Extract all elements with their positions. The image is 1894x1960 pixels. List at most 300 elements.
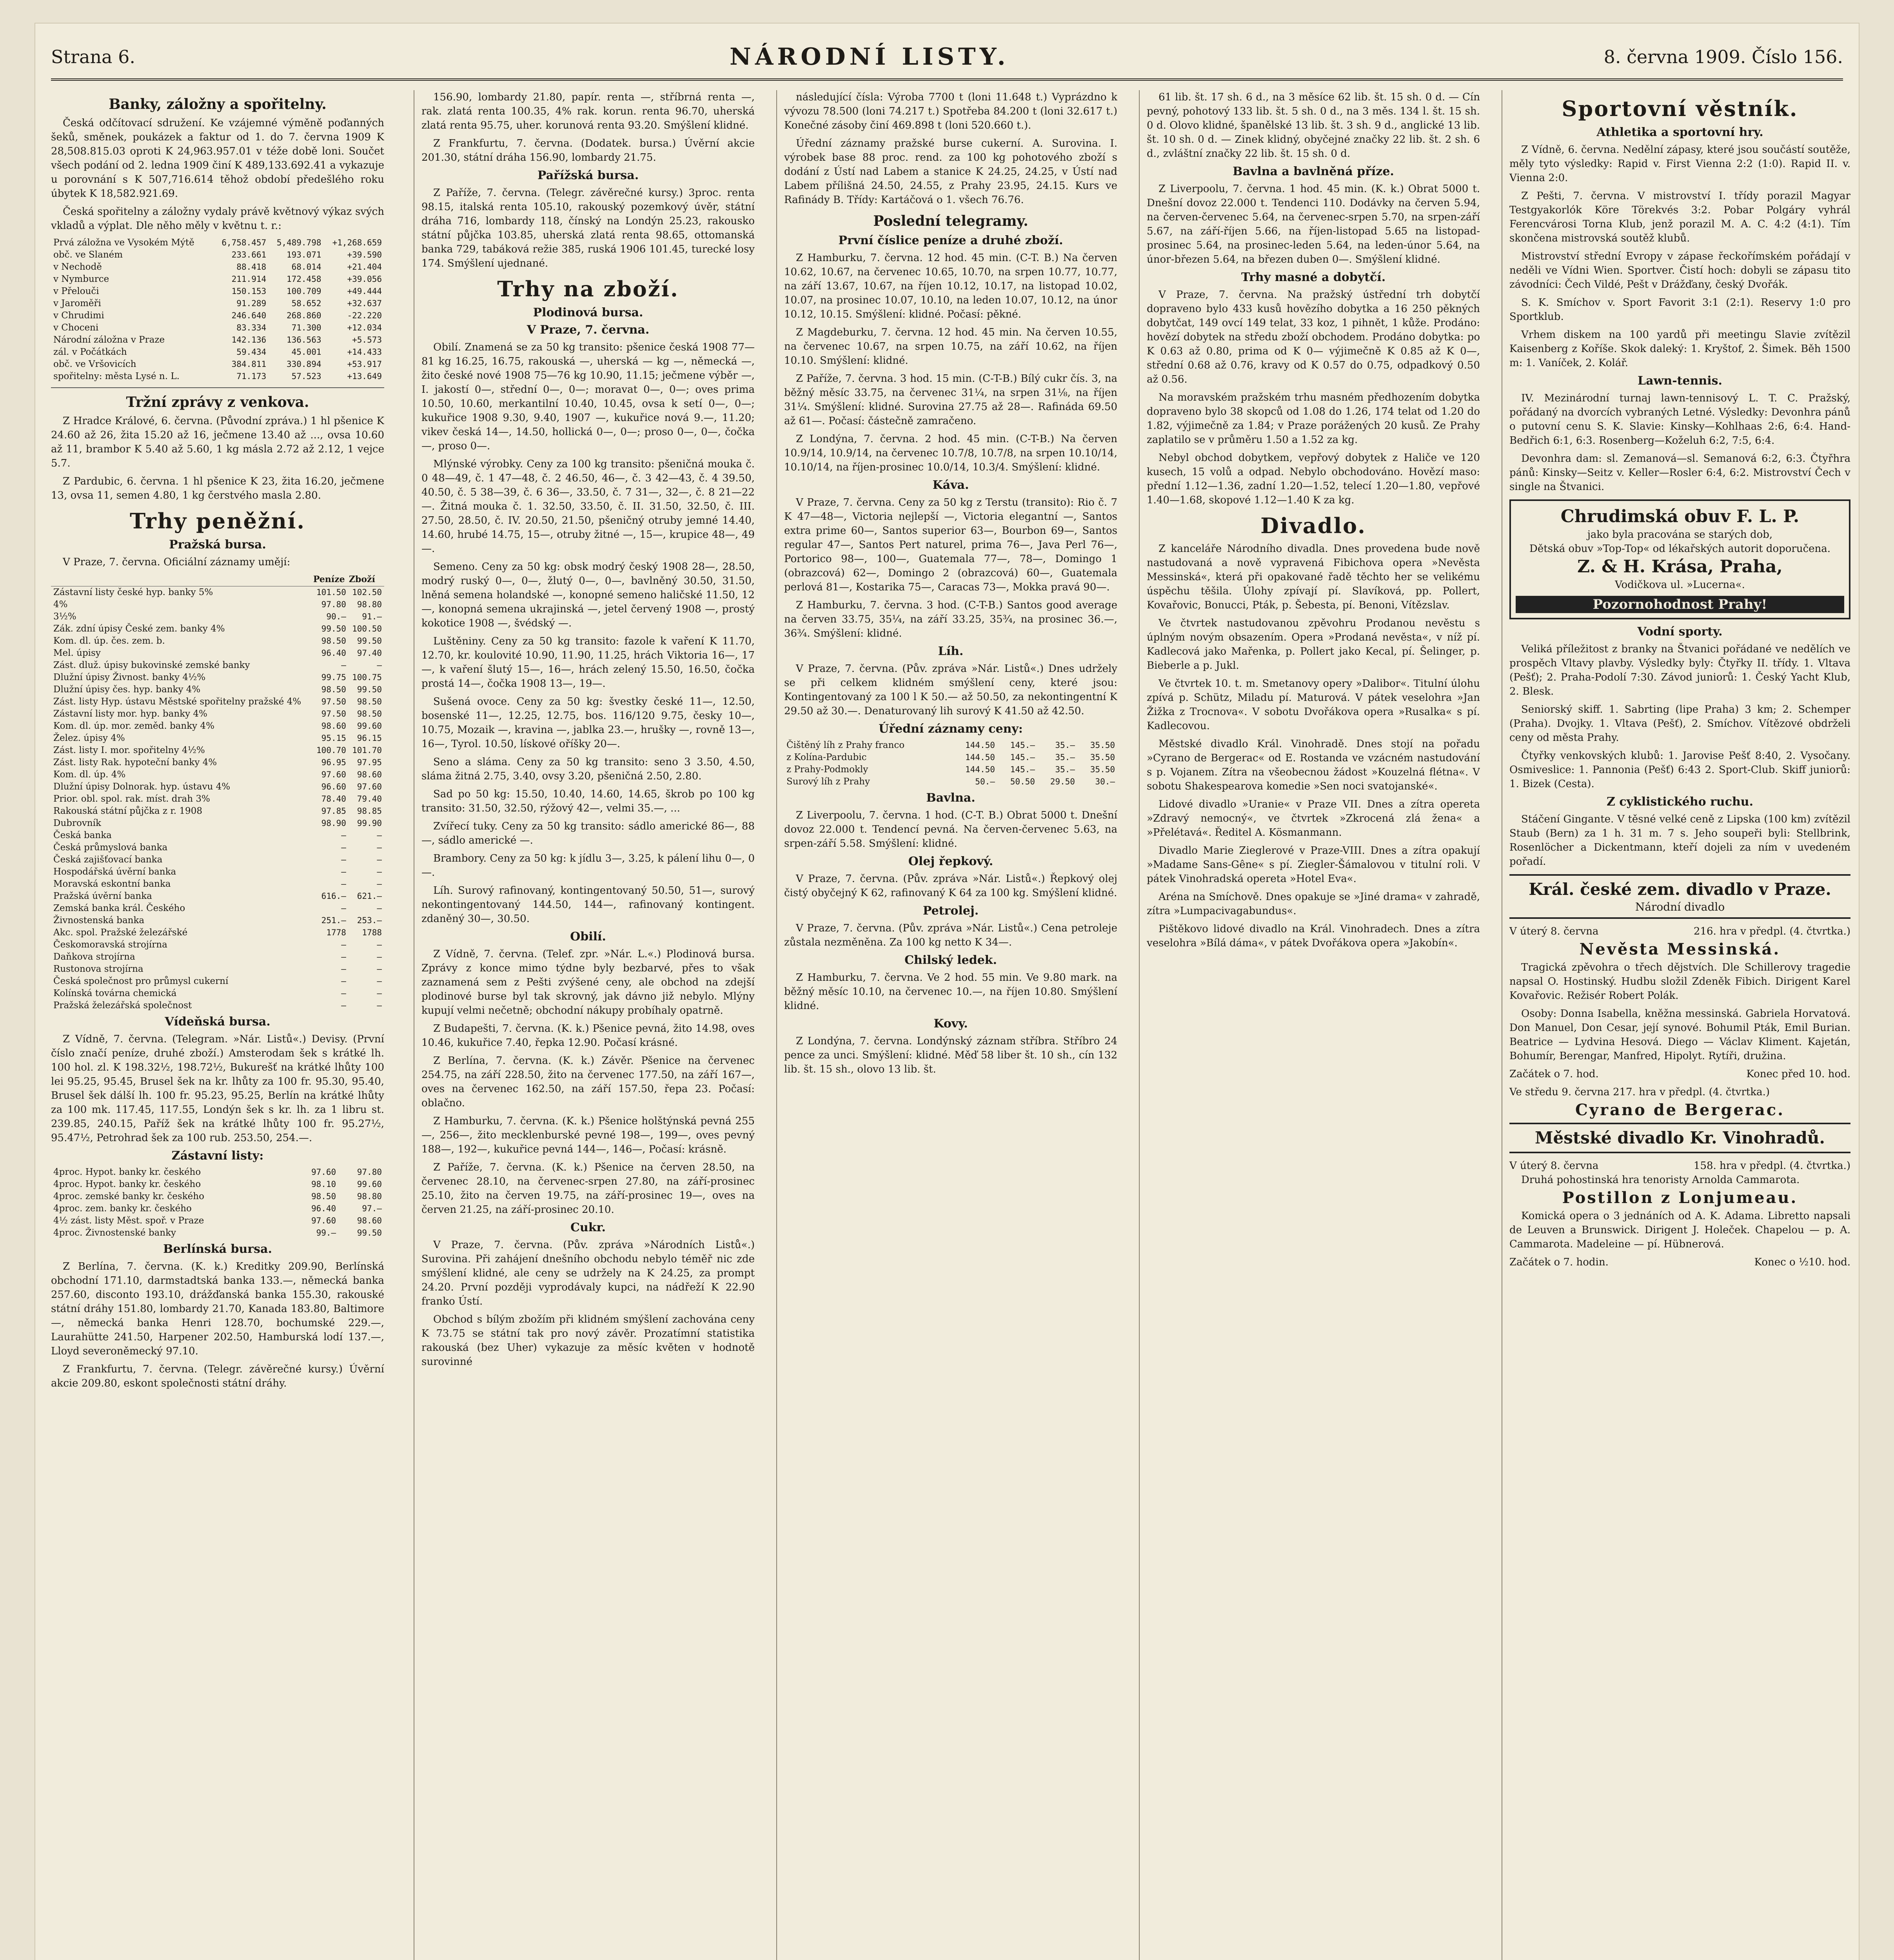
row-value: +32.637 bbox=[347, 299, 382, 308]
row-label: Zást. listy Hyp. ústavu Městské spořitelny pražské 4% bbox=[53, 697, 301, 707]
table-row bbox=[51, 987, 384, 1000]
table-row bbox=[51, 878, 384, 890]
row-label: Zást. listy Rak. hypoteční banky 4% bbox=[53, 757, 217, 768]
prazska-intro: V Praze, 7. června. Oficiální záznamy umějí: bbox=[63, 556, 291, 568]
row-label: Moravská eskontní banka bbox=[53, 879, 171, 889]
table-row bbox=[51, 346, 384, 358]
row-value: — bbox=[341, 952, 346, 962]
row-value: 145.— bbox=[1010, 765, 1035, 774]
subsection-videnska-bursa: Vídeňská bursa. bbox=[165, 1015, 271, 1029]
table-row bbox=[51, 322, 384, 334]
row-value: 1778 bbox=[326, 928, 346, 937]
row-value: 97.— bbox=[362, 1204, 382, 1213]
row-value: 96.15 bbox=[357, 733, 382, 743]
row-label: z Prahy-Podmokly bbox=[786, 764, 868, 775]
play-title: Nevěsta Messinská. bbox=[1579, 940, 1781, 958]
row-label: Zástavní listy mor. hyp. banky 4% bbox=[53, 709, 207, 719]
divadlo-paragraph-7: Aréna na Smíchově. Dnes opakuje se »Jiné drama« v zahradě, zítra »Lumpacivagabundus«. bbox=[1147, 891, 1480, 917]
lusteniny-paragraph: Luštěniny. Ceny za 50 kg transito: fazole k vaření K 11.70, 12.70, kr. koulovité 10.90, 11.90, 11.25, hrách Viktoria 16—, 17—, k vaření šlutý 15—, 16—, hrách zelený 15.50, 16.50, čočka prostá 14—, čočka 1908 13—, 19—. bbox=[421, 635, 755, 690]
row-value: 35.— bbox=[1055, 753, 1075, 762]
row-value: — bbox=[377, 976, 382, 986]
table-row bbox=[784, 751, 1117, 764]
table-row bbox=[51, 599, 384, 611]
row-value: — bbox=[341, 855, 346, 864]
vodni-paragraph-1: Veliká příležitost z branky na Štvanici pořádané ve nedělích ve prospěch Vltavy plavby. Výsledky byly: Čtyřky II. třídy. 1. Vltava (Pešť); 2. Praha-Podolí 7:30. Závod juniorů: 1. Český Yacht Klub, 2. Blesk. bbox=[1509, 643, 1850, 697]
lawn-paragraph-2: Devonhra dam: sl. Zemanová—sl. Semanová 6:2, 6:3. Čtyřhra pánů: Kinsky—Seitz v. Keller—Rosler 6:4, 6:2. Mistrovství Čech v single na Štvanici. bbox=[1509, 453, 1850, 493]
row-value: 97.80 bbox=[357, 1167, 382, 1177]
row-value: 98.50 bbox=[357, 709, 382, 719]
banky-paragraph-1: Česká odčítovací sdružení. Ke vzájemné výměně poďanných šeků, směnek, poukázek a faktur od 1. do 7. června 1909 K 28,508.815.03 oproti K 24,963.957.01 v téže době loni. Součet všech podání od 2. ledna 1909 činí K 489,133.692.41 a vykazuje u porovnání s K 507,716.614 těhož období předešlého roku úbytek K 18,582.921.69. bbox=[51, 117, 384, 200]
row-value: 98.80 bbox=[357, 1192, 382, 1201]
row-value: 99.90 bbox=[357, 818, 382, 828]
row-label: Hospodářská úvěrní banka bbox=[53, 867, 176, 877]
row-value: 99.— bbox=[316, 1228, 336, 1238]
row-value: 253.— bbox=[357, 916, 382, 925]
subsection-trhy-masne: Trhy masné a dobytčí. bbox=[1241, 270, 1386, 284]
row-value: — bbox=[341, 904, 346, 913]
subsection-obili: Obilí. bbox=[570, 930, 606, 944]
row-value: 35.— bbox=[1055, 765, 1075, 774]
plodinova-dateline: V Praze, 7. června. bbox=[527, 323, 650, 337]
column-1 bbox=[51, 90, 384, 1960]
divider bbox=[51, 387, 384, 388]
section-title-trhy-penezni: Trhy peněžní. bbox=[129, 508, 306, 534]
table-row bbox=[51, 927, 384, 939]
row-value: 50.50 bbox=[1010, 777, 1035, 786]
col4-top-paragraph: 61 lib. št. 17 sh. 6 d., na 3 měsíce 62 lib. št. 15 sh. 0 d. — Cín pevný, pohotový 133 lib. št. 5 sh. 0 d., na 3 měs. 134 l. št. 15 sh. 0 d. Olovo klidné, španělské 13 lib. št. 3 sh. 9 d., anglické 13 lib. št. 10 sh. 0 d. — Zinek klidný, obyčejné značky 22 lib. št. 2 sh. 6 d., zvláštní značky 22 lib. št. 15 sh. 0 d. bbox=[1147, 91, 1480, 160]
table-row bbox=[51, 951, 384, 963]
row-label: Zástavní listy české hyp. banky 5% bbox=[53, 587, 213, 597]
table-row bbox=[51, 1203, 384, 1215]
table-header-cell: Zboží bbox=[349, 573, 384, 586]
table-row bbox=[51, 370, 384, 383]
table-row bbox=[51, 334, 384, 346]
row-value: 50.— bbox=[975, 777, 995, 786]
row-label: Kom. dl. úp. čes. zem. b. bbox=[53, 636, 165, 646]
row-label: 4proc. zemské banky kr. českého bbox=[53, 1191, 204, 1201]
prazska-bursa-table bbox=[51, 573, 384, 1012]
row-value: 100.75 bbox=[352, 673, 382, 682]
row-value: — bbox=[341, 661, 346, 670]
row-value: — bbox=[377, 904, 382, 913]
play-start: Začátek o 7. hod. bbox=[1509, 1068, 1599, 1080]
theatre-number: 216. hra v předpl. (4. čtvrtka.) bbox=[1693, 926, 1850, 937]
table-row bbox=[51, 902, 384, 915]
row-label: Zemská banka král. Českého bbox=[53, 903, 185, 913]
row-label: Prvá záložna ve Vysokém Mýtě bbox=[53, 238, 194, 248]
theatre2-description: Druhá pohostinská hra tenoristy Arnolda Cammarota. bbox=[1521, 1174, 1800, 1186]
row-value: 95.15 bbox=[321, 733, 346, 743]
table-row bbox=[51, 249, 384, 261]
budapest-paragraph: Z Budapešti, 7. června. (K. k.) Pšenice pevná, žito 14.98, oves 10.46, kukuřice 7.40, řepka 12.90. Počasí krásné. bbox=[421, 1023, 755, 1049]
column-5 bbox=[1502, 90, 1850, 1960]
row-label: Dubrovník bbox=[53, 818, 101, 828]
row-label: Českomoravská strojírna bbox=[53, 940, 167, 950]
row-value: 142.136 bbox=[231, 335, 267, 345]
row-value: -22.220 bbox=[347, 311, 382, 320]
table-header-cell: Peníze bbox=[313, 573, 349, 586]
bavlna-paragraph: Z Liverpoolu, 7. června. 1 hod. (C-T. B.) Obrat 5000 t. Dnešní dovoz 22.000 t. Tendencí pevná. Na červen-červenec 5.63, na srpen-září 5.58. Smýšlení: klidné. bbox=[784, 809, 1117, 849]
table-row bbox=[51, 829, 384, 842]
table-row bbox=[51, 684, 384, 696]
row-value: 90.— bbox=[326, 612, 346, 621]
table-row bbox=[784, 776, 1117, 788]
table-row bbox=[51, 866, 384, 878]
column-4 bbox=[1139, 90, 1480, 1960]
athletika-paragraph-4: S. K. Smíchov v. Sport Favorit 3:1 (2:1). Reservy 1:0 pro Sportklub. bbox=[1509, 297, 1850, 323]
row-value: +39.056 bbox=[347, 274, 382, 284]
row-value: 150.153 bbox=[231, 287, 267, 296]
vodni-paragraph-2: Seniorský skiff. 1. Sabrting (lipe Praha) 3 km; 2. Schemper (Praha). Dvojky. 1. Vltava (Pešť), 2. Smíchov. Vítězové obdrželi ceny od města Prahy. bbox=[1509, 704, 1850, 744]
subsection-olej: Olej řepkový. bbox=[908, 855, 993, 868]
lih-table bbox=[784, 739, 1117, 788]
row-value: 99.60 bbox=[357, 1180, 382, 1189]
section-title-posledni-telegramy: Poslední telegramy. bbox=[873, 213, 1028, 229]
page-number: Strana 6. bbox=[51, 46, 135, 67]
col2-top-paragraph: 156.90, lombardy 21.80, papír. renta —, stříbrná renta —, rak. zlatá renta 100.35, 4% rak. korun. renta 96.70, uherská zlatá renta 95.75, uher. korunová renta 93.20. Smýšlení klidné. bbox=[421, 91, 755, 131]
subsection-berlinska-bursa: Berlínská bursa. bbox=[163, 1242, 272, 1256]
row-value: 98.60 bbox=[321, 721, 346, 731]
row-label: v Nechodě bbox=[53, 262, 102, 272]
subsection-bavlna-prize: Bavlna a bavlněná příze. bbox=[1233, 165, 1394, 178]
row-value: 97.50 bbox=[321, 697, 346, 706]
row-label: Kolínská továrna chemická bbox=[53, 988, 177, 998]
divadlo-paragraph-1: Z kanceláře Národního divadla. Dnes provedena bude nově nastudovaná a nově vypravená Fibichova opera »Nevěsta Messinská«, která při opakované řadě těchto her se velikému úspěchu těšila. Úlohy zpívají pí. Slavíková, pp. Pollert, Kovařovic, Bonucci, Pták, p. Šebesta, pí. Benoni, Vítězslav. bbox=[1147, 543, 1480, 611]
row-value: — bbox=[377, 843, 382, 852]
row-label: Česká zajišťovací banka bbox=[53, 855, 163, 865]
row-value: 97.60 bbox=[357, 782, 382, 791]
athletika-paragraph-2: Z Pešti, 7. června. V mistrovství I. třídy porazil Magyar Testgyakorlók Köre Törekvés 3:2. Pobar Polgáry vyhrál Ferencvárosi Torna Klub, jenž porazil M. A. C. 4:2 (4:1). Tím skončena mistrovská soutěž klubů. bbox=[1509, 190, 1850, 244]
row-label: 4% bbox=[53, 599, 68, 610]
row-value: — bbox=[341, 831, 346, 840]
zvireci-tuky-paragraph: Zvířecí tuky. Ceny za 50 kg transito: sádlo americké 86—, 88—, sádlo americké —. bbox=[421, 820, 755, 846]
row-value: 45.001 bbox=[291, 347, 321, 357]
row-value: 99.50 bbox=[357, 636, 382, 646]
frankfurt-paragraph: Z Frankfurtu, 7. června. (Telegr. závěrečné kursy.) Úvěrní akcie 209.80, eskont společnosti státní dráhy. bbox=[51, 1363, 384, 1389]
row-label: z Kolína-Pardubic bbox=[786, 752, 867, 762]
row-value: 68.014 bbox=[291, 262, 321, 272]
theatre-title: Král. české zem. divadlo v Praze. bbox=[1529, 880, 1831, 899]
table-row bbox=[51, 1166, 384, 1178]
theatre2-times bbox=[1509, 1255, 1850, 1269]
row-value: 88.418 bbox=[236, 262, 267, 272]
table-row bbox=[51, 261, 384, 273]
table-row bbox=[51, 769, 384, 781]
subsection-cyklistika: Z cyklistického ruchu. bbox=[1606, 795, 1754, 809]
row-value: 83.334 bbox=[236, 323, 267, 332]
row-label: Zást. dluž. úpisy bukovinské zemské banky bbox=[53, 660, 250, 670]
row-value: 35.50 bbox=[1090, 740, 1115, 750]
theatre-listing-narodni bbox=[1509, 874, 1850, 919]
row-value: 96.95 bbox=[321, 758, 346, 767]
row-value: — bbox=[341, 867, 346, 877]
row-label: Mel. úpisy bbox=[53, 648, 101, 658]
row-value: 98.60 bbox=[357, 770, 382, 779]
table-row bbox=[51, 611, 384, 623]
next-play-title: Cyrano de Bergerac. bbox=[1575, 1101, 1785, 1119]
table-row bbox=[51, 975, 384, 987]
row-value: +49.444 bbox=[347, 287, 382, 296]
table-row bbox=[51, 659, 384, 671]
zastavni-listy-table bbox=[51, 1166, 384, 1239]
row-label: v Nymburce bbox=[53, 274, 109, 284]
table-row bbox=[51, 793, 384, 805]
bavlna-prize-paragraph: Z Liverpoolu, 7. června. 1 hod. 45 min. (K. k.) Obrat 5000 t. Dnešní dovoz 22.000 t. Tendenci 110. Dodávky na červen 5.94, na červen-červenec 5.64, na červenec-srpen 5.70, na srpen-září 5.67, na září-říjen 5.66, na říjen-listopad 5.65 na listopad-prosinec 5.64, na prosinec-leden 5.64, na leden-únor 5.64, na únor-březen 5.64, na březen duben 0—. Smýšlení klidné. bbox=[1147, 183, 1480, 265]
subsection-kava: Káva. bbox=[932, 478, 969, 492]
athletika-paragraph-5: Vrhem diskem na 100 yardů při meetingu Slavie zvítězil Kaisenberg z Koříše. Skok daleký: 1. Kryštof, 2. Šimek. Běh 1500 m: 1. Vaníček, 2. Kolář. bbox=[1509, 329, 1850, 369]
row-value: — bbox=[377, 989, 382, 998]
kava-paragraph-2: Z Hamburku, 7. června. 3 hod. (C-T-B.) Santos good average na červen 33.75, 35¼, na září 33.25, 35¾, na prosinec 36.—, 36¾. Smýšlení: klidné. bbox=[784, 599, 1117, 639]
athletika-paragraph-1: Z Vídně, 6. června. Nedělní zápasy, které jsou součástí soutěže, měly tyto výsledky: Rapid v. First Vienna 2:2 (1:0). Rapid II. v. Vienna 2:0. bbox=[1509, 144, 1850, 184]
row-value: +53.917 bbox=[347, 359, 382, 369]
row-value: 144.50 bbox=[965, 753, 995, 762]
row-value: 96.40 bbox=[321, 648, 346, 658]
row-label: Česká banka bbox=[53, 830, 112, 840]
susene-ovoce-paragraph: Sušená ovoce. Ceny za 50 kg: švestky české 11—, 12.50, bosenské 11—, 12.25, 12.75, bos. 116/120 9.75, česky 10—, 10.75, Mozaik —, kravina —, jablka 23.—, hrušky —, rovně 13—, 16—, Tyrol. 10.50, lískové oříšky 20—. bbox=[421, 696, 755, 750]
row-label: Kom. dl. úp. mor. zeměd. banky 4% bbox=[53, 721, 214, 731]
table-header-cell bbox=[51, 573, 313, 586]
kovy-paragraph: Z Londýna, 7. června. Londýnský záznam stříbra. Stříbro 24 pence za unci. Smýšlení: klidné. Měď 58 liber št. 10 sh., cín 132 lib. št. 15 sh., olovo 13 lib. št. bbox=[784, 1035, 1117, 1075]
row-value: 98.60 bbox=[357, 1216, 382, 1225]
telegram-hamburk: Z Hamburku, 7. června. 12 hod. 45 min. (C-T. B.) Na červen 10.62, 10.67, na červenec 10.65, 10.70, na srpen 10.77, 10.77, na září 13.67, 10.67, na říjen 10.12, 10.17, na listopad 10.02, 10.07, na prosinec 10.07, 10.10, na leden 10.07, 10.12, na únor 10.12, 10.15. Smýšlení: klidné. Počasí: pěkné. bbox=[784, 252, 1117, 320]
pariz-paragraph: Z Paříže, 7. června. (K. k.) Pšenice na červen 28.50, na červenec 28.10, na červenec-srpen 27.80, na září-prosinec 25.10, žito na červen 19.75, na září-prosinec 19—, oves na červen 21.25, na září-prosinec 20.10. bbox=[421, 1161, 755, 1216]
row-value: — bbox=[377, 661, 382, 670]
row-value: 98.90 bbox=[321, 818, 346, 828]
row-value: — bbox=[377, 879, 382, 889]
cyklo-paragraph: Stáčení Gingante. V těsné velké ceně z Lipska (100 km) zvítězil Staub (Bern) za 1 h. 31 m. 7 s. Jeho soupeři byli: Stellbrink, Rosenlöcher a Dickentmann, kteří dojeli za ním v uvedeném pořadí. bbox=[1509, 813, 1850, 867]
row-value: — bbox=[377, 1001, 382, 1010]
row-value: — bbox=[341, 940, 346, 949]
row-value: 172.458 bbox=[286, 274, 321, 284]
row-value: +13.649 bbox=[347, 372, 382, 381]
row-label: 4½ zást. listy Měst. spoř. v Praze bbox=[53, 1216, 204, 1226]
row-label: Pražská železářská společnost bbox=[53, 1000, 192, 1011]
row-value: +1,268.659 bbox=[332, 238, 382, 247]
row-label: Dlužní úpisy Dolnorak. hyp. ústavu 4% bbox=[53, 782, 231, 792]
row-label: Akc. spol. Pražské železářské bbox=[53, 927, 188, 938]
row-label: spořitelny: města Lysé n. L. bbox=[53, 371, 180, 381]
row-label: obč. ve Slaném bbox=[53, 250, 123, 260]
table-row bbox=[51, 890, 384, 902]
row-value: 100.709 bbox=[286, 287, 321, 296]
semeno-paragraph: Semeno. Ceny za 50 kg: obsk modrý český 1908 28—, 28.50, modrý ruský 0—, 0—, žlutý 0—, 0—, bavlněný 30.50, 31.50, lněná semena holandské —, konopné semeno haličské 11.50, 12—, konopná semena ukrajinská —, jetel červený 1908 —, prostý kokotice 1908 —, švédský —. bbox=[421, 561, 755, 629]
row-value: 101.50 bbox=[316, 588, 346, 597]
row-value: 79.40 bbox=[357, 794, 382, 804]
trhy-masne-paragraph-3: Nebyl obchod dobytkem, vepřový dobytek z Haliče ve 120 kusech, 15 volů a odpad. Nebylo obchodováno. Hovězí maso: přední 1.12—1.36, zadní 1.20—1.52, telecí 1.20—1.80, vepřové 1.40—1.68, skopové 1.12—1.40 K za kg. bbox=[1147, 452, 1480, 506]
row-label: Rustonova strojírna bbox=[53, 964, 143, 974]
row-value: 330.894 bbox=[286, 359, 321, 369]
ad-firm: Z. & H. Krása, Praha, bbox=[1577, 557, 1783, 577]
cukr-paragraph: V Praze, 7. června. (Pův. zpráva »Národních Listů«.) Surovina. Při zahájení dnešního obchodu nebylo téměř nic zde smýšlení klidné, ale ceny se udržely na K 24.25, za prompt 24.20. První později vyprodávaly kupci, na nádřeží K 22.90 franko Ústí. bbox=[421, 1239, 755, 1307]
subsection-ledek: Chilský ledek. bbox=[904, 953, 997, 967]
row-label: Dlužní úpisy čes. hyp. banky 4% bbox=[53, 684, 201, 695]
row-value: — bbox=[377, 952, 382, 962]
table-row bbox=[51, 805, 384, 817]
kutn-table-title: Úřední záznamy ceny: bbox=[879, 722, 1023, 736]
theatre-listing-vinohrady bbox=[1509, 1123, 1850, 1153]
subsection-plodinova-bursa: Plodinová bursa. bbox=[533, 306, 643, 319]
table-row bbox=[51, 1191, 384, 1203]
row-label: Národní záložna v Praze bbox=[53, 335, 165, 345]
viden-paragraph: Z Vídně, 7. června. (Telef. zpr. »Nár. L.«.) Plodinová bursa. Zprávy z konce mimo týdne byly bezbarvé, přes to však zaznamená sem z Pešti zvýšené ceny, ale obchod na zdejší plodinové burse byl tak skrovný, jak dávno již nebylo. Mlýny kupují velmi nečetně; obchodní nákupy probíhaly opatrně. bbox=[421, 948, 755, 1016]
seno-paragraph: Seno a sláma. Ceny za 50 kg transito: seno 3 3.50, 4.50, sláma žitná 2.75, 3.40, ovsy 3.20, pšeničná 2.50, 2.80. bbox=[421, 756, 755, 782]
row-value: 97.85 bbox=[321, 806, 346, 816]
table-row bbox=[784, 764, 1117, 776]
table-row bbox=[51, 1000, 384, 1012]
table-row bbox=[51, 939, 384, 951]
subsection-petrolej: Petrolej. bbox=[922, 904, 979, 918]
ledek-paragraph: Z Hamburku, 7. června. Ve 2 hod. 55 min. Ve 9.80 mark. na běžný měsíc 10.10, na červenec 10.—, na říjen 10.80. Smýšlení klidné. bbox=[784, 972, 1117, 1012]
subsection-prazska-bursa: Pražská bursa. bbox=[169, 538, 266, 552]
ad-address: Vodičkova ul. »Lucerna«. bbox=[1615, 579, 1745, 591]
row-value: 35.50 bbox=[1090, 753, 1115, 762]
row-value: 384.811 bbox=[231, 359, 267, 369]
row-value: 145.— bbox=[1010, 753, 1035, 762]
row-value: 246.640 bbox=[231, 311, 267, 320]
telegram-magdeburk: Z Magdeburku, 7. června. 12 hod. 45 min. Na červen 10.55, na červenec 10.67, na srpen 10.75, na září 10.62, na říjen 10.10. Smýšlení: klidné. bbox=[784, 327, 1117, 367]
videnska-paragraph: Z Vídně, 7. června. (Telegram. »Nár. Listů«.) Devisy. (První číslo značí peníze, druhé zboží.) Amsterodam šek s krátké lh. 100 hol. zl. K 198.32½, 198.72½, Bukurešť na krátké lhůty 100 lei 95.25, 95.45, Brusel šek na kr. lhůty za 100 fr. 95.30, 95.40, Brusel šek dálší lh. 100 fr. 95.23, 95.25, Berlín na krátké lhůty za 100 mk. 117.45, 117.55, Londýn šek s kr. lh. za 1 libru st. 239.85, 240.15, Paříž šek na krátké lhůty 100 fr. 95.27½, 95.47½, Petrohrad šek za 100 rub. 253.50, 254.—. bbox=[51, 1033, 384, 1144]
row-value: 98.50 bbox=[321, 685, 346, 694]
table-row bbox=[51, 842, 384, 854]
cukr-paragraph-2: Obchod s bílým zbožím při klidném smýšlení zachována ceny K 73.75 se státní tak pro nový závěr. Prozatímní statistika rakouská (bez Uher) vykazuje za měsíc květen v hodnotě surovinné bbox=[421, 1314, 755, 1368]
row-label: Pražská úvěrní banka bbox=[53, 891, 152, 901]
theatre2-end: Konec o ½10. hod. bbox=[1754, 1256, 1850, 1268]
row-label: v Jaroměři bbox=[53, 298, 101, 309]
row-value: 145.— bbox=[1010, 740, 1035, 750]
section-title-divadlo: Divadlo. bbox=[1260, 513, 1366, 538]
telegramy-subtitle: První číslice peníze a druhé zboží. bbox=[838, 234, 1063, 247]
row-value: — bbox=[341, 843, 346, 852]
row-value: — bbox=[341, 976, 346, 986]
section-title-trhy-na-zbozi: Trhy na zboží. bbox=[497, 276, 679, 301]
row-label: Prior. obl. spol. rak. míst. drah 3% bbox=[53, 794, 210, 804]
row-value: 97.60 bbox=[311, 1216, 336, 1225]
row-value: 57.523 bbox=[291, 372, 321, 381]
row-label: Kom. dl. úp. 4% bbox=[53, 769, 126, 780]
subsection-bavlna: Bavlna. bbox=[926, 791, 975, 805]
subsection-lawn-tennis: Lawn-tennis. bbox=[1638, 374, 1722, 388]
hamburk-paragraph: Z Hamburku, 7. června. (K. k.) Pšenice holštýnská pevná 255—, 256—, žito mecklenburské pevné 198—, 199—, oves pevný 188—, 192—, kukuřice pevná 144—, 146—, Počasí: krásně. bbox=[421, 1115, 755, 1155]
theatre-date-row bbox=[1509, 924, 1850, 938]
divadlo-paragraph-6: Divadlo Marie Zieglerové v Praze-VIII. Dnes a zítra opakují »Madame Sans-Gêne« s pí. Ziegler-Šámalovou v titulní roli. V pátek Vinohradská opereta »Hotel Eva«. bbox=[1147, 845, 1480, 885]
table-row bbox=[51, 781, 384, 793]
table-row bbox=[51, 732, 384, 744]
play-times bbox=[1509, 1067, 1850, 1081]
berlinska-paragraph: Z Berlína, 7. června. (K. k.) Kreditky 209.90, Berlínská obchodní 171.10, darmstadtská banka 133.—, německá banka 257.60, disconto 193.10, drážďanská banka 155.30, rakouské státní dráhy 151.80, lombardy 21.70, Kanada 183.80, Baltimore —, německá banka Henri 128.70, bochumské 229.—, Laurahütte 241.50, Harpener 202.50, Hamburská lodí 137.—, Lloyd severoněmecký 97.10. bbox=[51, 1261, 384, 1357]
row-label: 4proc. Hypot. banky kr. českého bbox=[53, 1179, 201, 1189]
row-value: 98.10 bbox=[311, 1180, 336, 1189]
obili-paragraph: Obilí. Znamená se za 50 kg transito: pšenice česká 1908 77—81 kg 16.25, 16.75, rakouská —, uherská — kg —, německá —, žito české nové 1908 75—76 kg 10.90, 11.15; ječmene výběr —, I. jakostí 0—, střední 0—, 0—; moravat 0—, 0—; oves prima 10.50, 10.60, merkantilní 10.40, 10.45, ovsa k setí 0—, 0—; kukuřice 1908 9.30, 9.40, 1907 —, kukuřice nová 9.—, 11.20; vikev česká 14—, 14.50, hollická 0—, 0—; proso 0—, 0—, čočka —, proso 0—. bbox=[421, 341, 755, 452]
lih-paragraph: V Praze, 7. června. (Pův. zpráva »Nár. Listů«.) Dnes udržely se při celkem klidném smýšlení ceny, které jsou: Kontingentovaný za 100 l K 50.— až 50.50, za nekontingentní K 29.50 až 30.—. Denaturovaný lih surový K 41.50 až 42.50. bbox=[784, 663, 1117, 717]
berlin-paragraph: Z Berlína, 7. června. (K. k.) Závěr. Pšenice na červenec 254.75, na září 228.50, žito na červenec 177.50, na září 167—, oves na červenec 162.50, na září 157.50, řepa 23. Počasí: oblačno. bbox=[421, 1055, 755, 1109]
table-row bbox=[51, 915, 384, 927]
row-value: 101.70 bbox=[352, 746, 382, 755]
advertisement-obuv bbox=[1509, 499, 1850, 619]
row-value: 91.289 bbox=[236, 299, 267, 308]
row-value: — bbox=[377, 867, 382, 877]
divadlo-paragraph-8: Pištěkovo lidové divadlo na Král. Vinohradech. Dnes a zítra veselohra »Bílá dáma«, v pátek Dvořákova opera »Jakobín«. bbox=[1147, 923, 1480, 949]
theatre-subtitle: Národní divadlo bbox=[1635, 900, 1725, 913]
trzni-paragraph-2: Z Pardubic, 6. června. 1 hl pšenice K 23, žita 16.20, ječmene 13, ovsa 11, semen 4.80, 1 kg čerstvého masla 2.80. bbox=[51, 475, 384, 501]
row-value: 97.95 bbox=[357, 758, 382, 767]
row-value: 35.50 bbox=[1090, 765, 1115, 774]
row-value: 35.— bbox=[1055, 740, 1075, 750]
row-label: zál. v Počátkách bbox=[53, 347, 127, 357]
newspaper-page bbox=[35, 24, 1859, 1960]
page-header bbox=[51, 35, 1843, 81]
row-value: 211.914 bbox=[231, 274, 267, 284]
table-row bbox=[51, 1227, 384, 1239]
theatre2-cast: Komická opera o 3 jednáních od A. K. Adama. Libretto napsali de Leuven a Brunswick. Dirigent J. Holeček. Chapelou — p. A. Cammarota. Madeleine — pí. Hübnerová. bbox=[1509, 1210, 1850, 1250]
theatre-date: V úterý 8. června bbox=[1509, 926, 1599, 937]
row-value: 98.80 bbox=[357, 600, 382, 609]
row-value: — bbox=[377, 940, 382, 949]
table-row bbox=[51, 623, 384, 635]
brambory-paragraph: Brambory. Ceny za 50 kg: k jídlu 3—, 3.25, k pálení lihu 0—, 0—. bbox=[421, 853, 755, 878]
section-title-sport: Sportovní věstník. bbox=[1562, 96, 1798, 121]
table-row bbox=[51, 310, 384, 322]
row-value: 99.75 bbox=[321, 673, 346, 682]
table-row bbox=[51, 237, 384, 249]
row-label: obč. ve Vršovicích bbox=[53, 359, 136, 369]
table-row bbox=[51, 708, 384, 720]
table-row bbox=[51, 720, 384, 732]
subsection-vodni-sporty: Vodní sporty. bbox=[1637, 625, 1723, 639]
ad-title: Chrudimská obuv F. L. P. bbox=[1560, 506, 1800, 526]
issue-date: 8. června 1909. Číslo 156. bbox=[1603, 46, 1843, 67]
row-value: — bbox=[377, 964, 382, 974]
row-value: 100.70 bbox=[316, 746, 346, 755]
row-value: 6,758.457 bbox=[222, 238, 267, 247]
petrolej-paragraph: V Praze, 7. června. (Pův. zpráva »Nár. Listů«.) Cena petroleje zůstala nezměněna. Za 100 kg netto K 34—. bbox=[784, 922, 1117, 948]
col3-top-paragraph: následující čísla: Výroba 7700 t (loni 11.648 t.) Vyprázdno k vývozu 78.500 (loni 74.217 t.) Spotřeba 84.200 t (loni 32.617 t.) Konečné zásoby činí 469.898 t (loni 520.660 t.). bbox=[784, 91, 1117, 131]
table-row bbox=[51, 358, 384, 370]
row-label: Zást. listy I. mor. spořitelny 4½% bbox=[53, 745, 205, 755]
row-value: 29.50 bbox=[1050, 777, 1075, 786]
row-label: 4proc. zem. banky kr. českého bbox=[53, 1203, 192, 1214]
row-value: 136.563 bbox=[286, 335, 321, 345]
row-label: v Choceni bbox=[53, 323, 99, 333]
row-value: — bbox=[341, 964, 346, 974]
kava-paragraph: V Praze, 7. června. Ceny za 50 kg z Terstu (transito): Rio č. 7 K 47—48—, Victoria nejlepší —, Victoria elegantní —, Santos extra prime 60—, Santos superior 63—, Bourbon 69—, Santos regular 47—, Santos Pert naturel, prima 76—, Java Perl 76—, Portorico 98—, 100—, Guatemala 77—, 78—, Domingo 1 (obrazcová) 62—, Domingo 2 (obrazcová) 60—, Guatemala perlová 81—, Kostarika 75—, Caracas 73—, Mokka pravá 90—. bbox=[784, 497, 1117, 593]
row-value: 97.40 bbox=[357, 648, 382, 658]
table-row bbox=[51, 671, 384, 684]
row-value: 99.50 bbox=[357, 1228, 382, 1238]
row-value: +5.573 bbox=[352, 335, 382, 345]
table-row bbox=[51, 757, 384, 769]
parizska-paragraph: Z Paříže, 7. června. (Telegr. závěrečné kursy.) 3proc. renta 98.15, italská renta 105.10, rakouský pozemkový úvěr, státní dráha 716, lombardy 118, čínský na Londýn 25.23, rakousko státní půjčka 103.85, uherská zlatá renta 98.65, ottomanská banka 729, tabáková režie 385, ruská 1906 101.45, turecké losy 174. Smýšlení ujednané. bbox=[421, 187, 755, 269]
row-value: 97.50 bbox=[321, 709, 346, 719]
row-value: +21.404 bbox=[347, 262, 382, 272]
row-label: Česká průmyslová banka bbox=[53, 842, 168, 853]
section-title-banky: Banky, záložny a spořitelny. bbox=[109, 96, 327, 113]
table-row bbox=[51, 273, 384, 285]
divadlo-paragraph-4: Městské divadlo Král. Vinohradě. Dnes stojí na pořadu »Cyrano de Bergerac« od E. Rostanda ve vzácném nastudování s p. Vojanem. Zítra na všeobecnou žádost »Kouzelná flétna«. V sobotu Shakespearova komedie »Sen noci svatojanské«. bbox=[1147, 738, 1480, 792]
row-value: 144.50 bbox=[965, 740, 995, 750]
trhy-masne-paragraph-2: Na moravském pražském trhu masném předhozením dobytka dopraveno bylo 38 skopců od 1.08 do 1.26, 174 telat od 1.20 do 1.82, výjimečně za 1.84; v Praze porážených 20 kusů. Ze Prahy zaplatilo se v průměru 1.50 a 1.52 za kg. bbox=[1147, 392, 1480, 446]
row-value: 621.— bbox=[357, 891, 382, 901]
row-label: 4proc. Hypot. banky kr. českého bbox=[53, 1167, 201, 1177]
table-row bbox=[51, 744, 384, 757]
row-value: 91.— bbox=[362, 612, 382, 621]
table-row bbox=[51, 635, 384, 647]
row-value: 144.50 bbox=[965, 765, 995, 774]
masthead-title: NÁRODNÍ LISTY. bbox=[729, 43, 1010, 71]
row-value: 96.40 bbox=[311, 1204, 336, 1213]
row-value: 99.60 bbox=[357, 721, 382, 731]
theatre2-start: Začátek o 7. hodin. bbox=[1509, 1256, 1609, 1268]
row-label: Česká společnost pro průmysl cukerní bbox=[53, 976, 229, 986]
